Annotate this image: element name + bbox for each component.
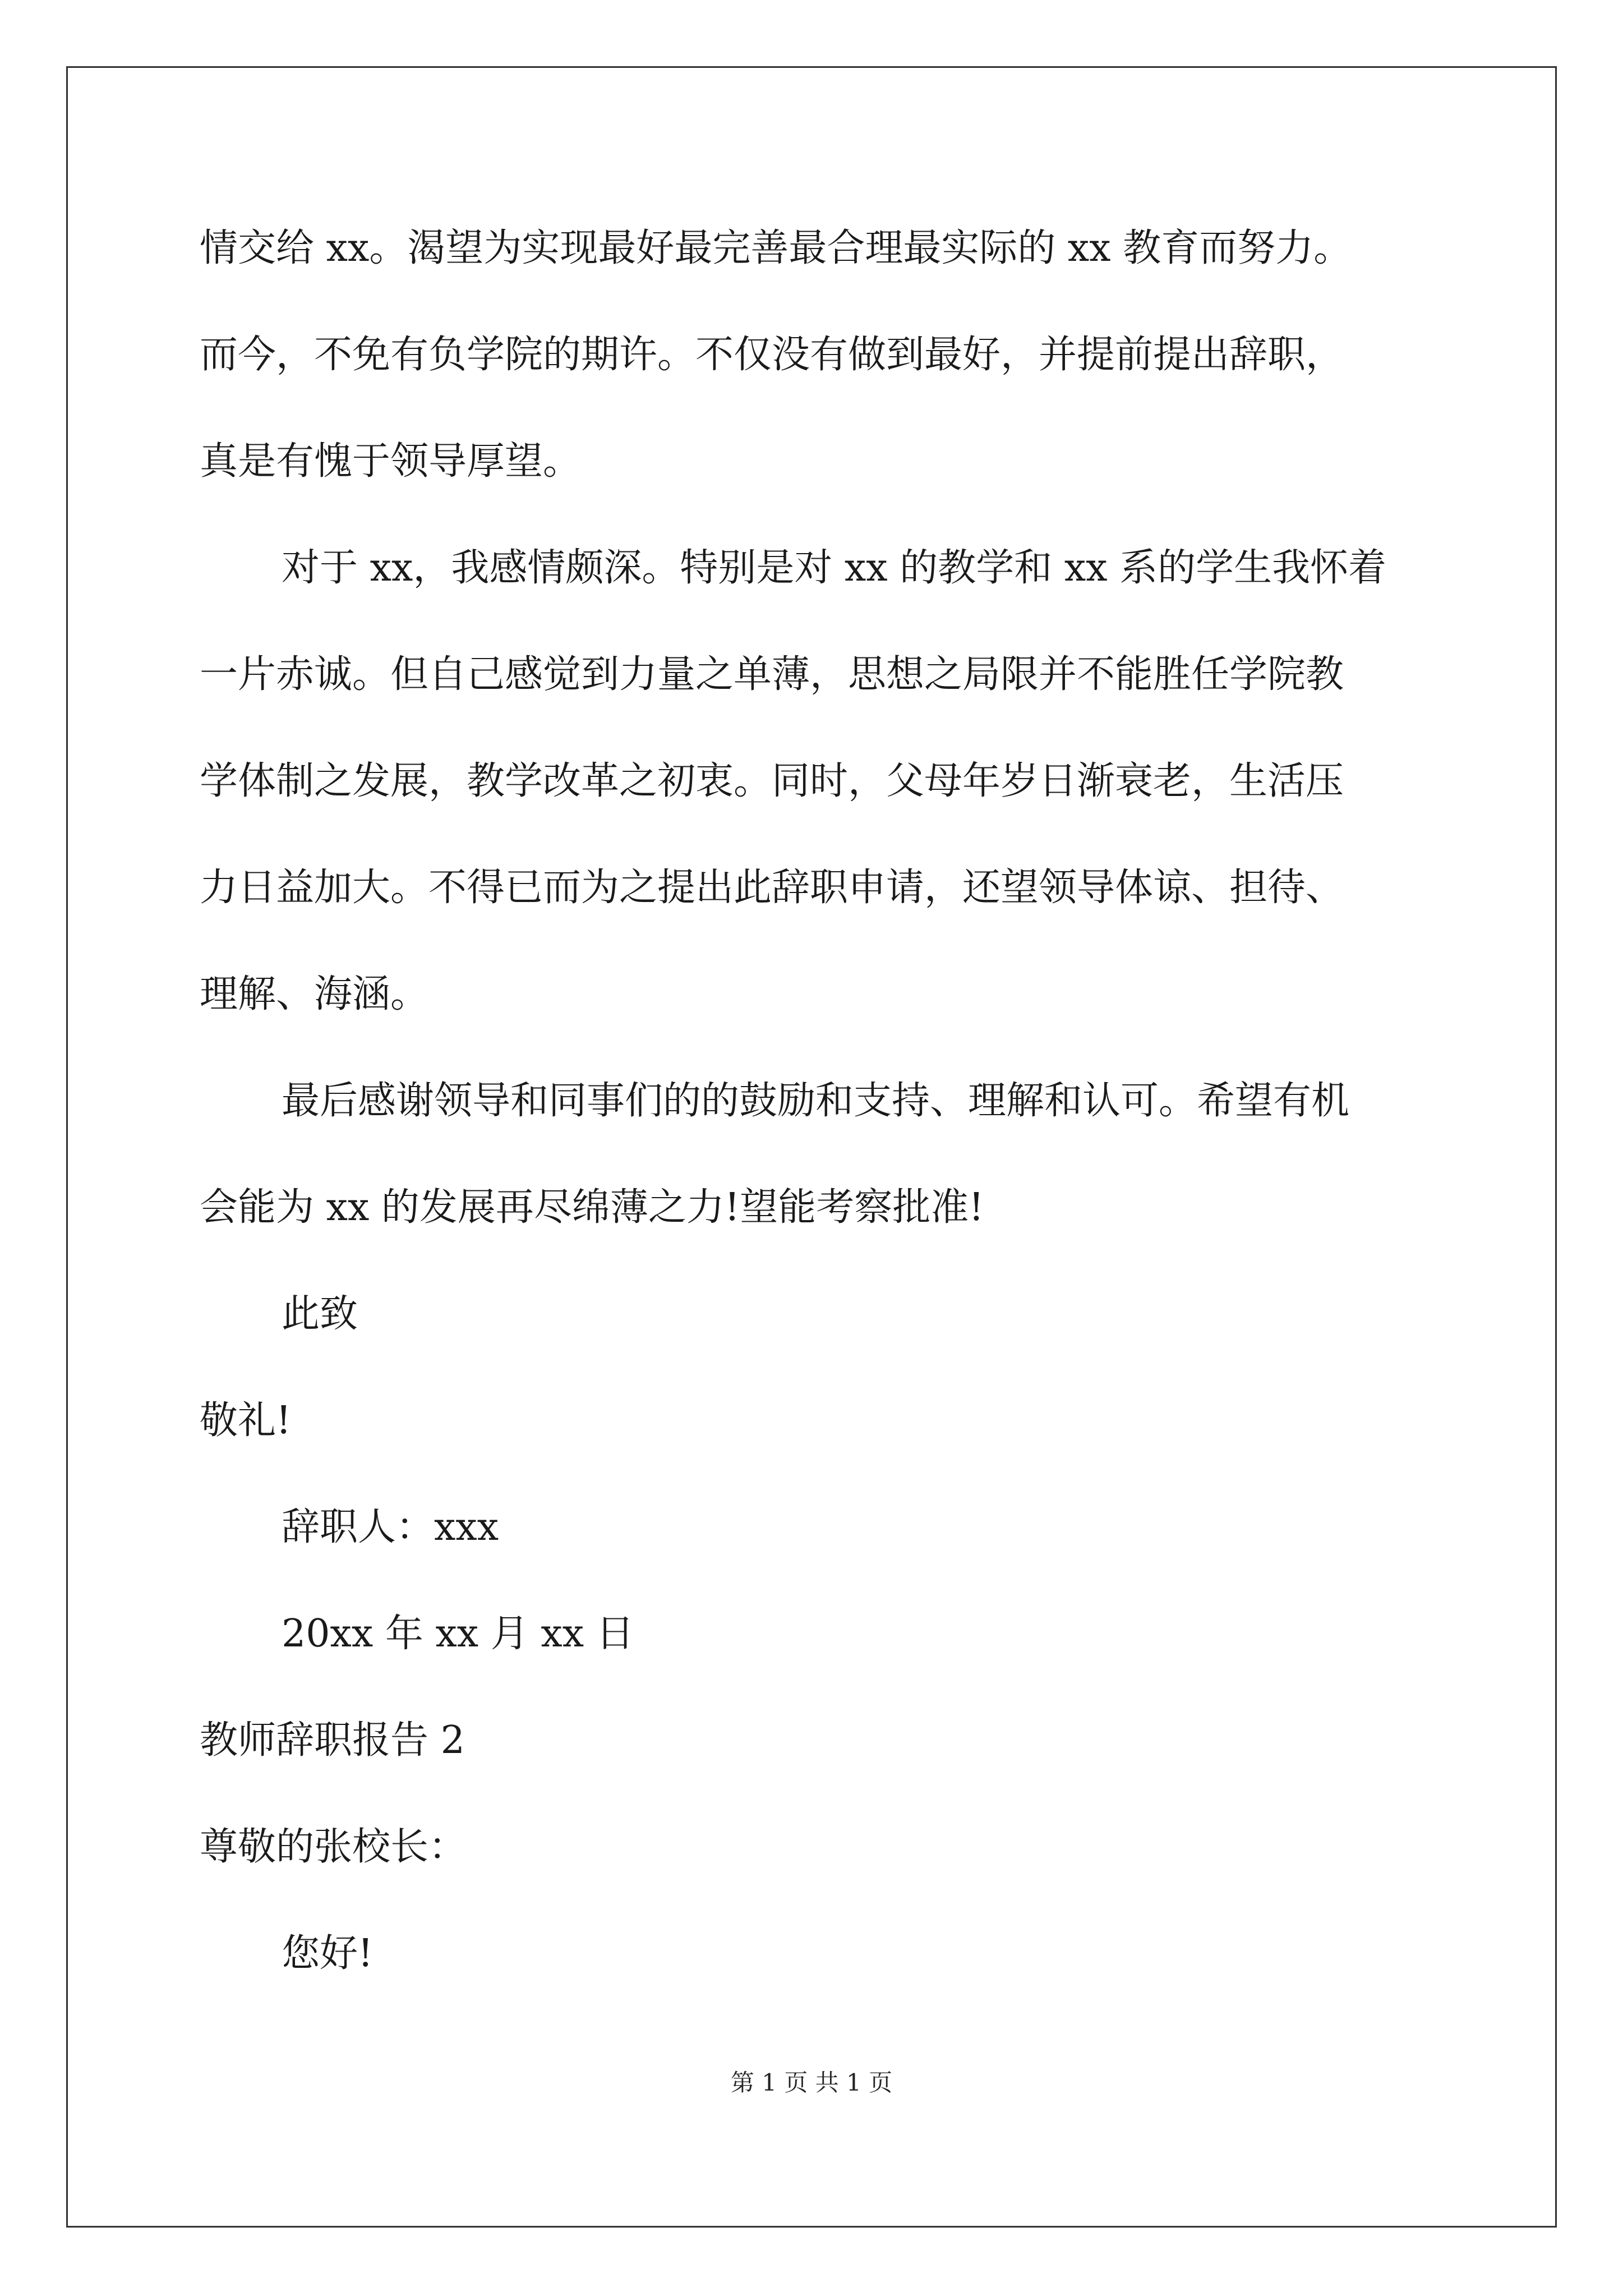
signature-line: 辞职人：xxx [282, 1505, 499, 1549]
greeting-recipient: 尊敬的张校长： [200, 1825, 467, 1869]
greeting: 您好! [282, 1931, 374, 1976]
section-title: 教师辞职报告 2 [200, 1718, 465, 1763]
closing-regards: 敬礼! [200, 1398, 292, 1443]
body-line: 而今，不免有负学院的期许。不仅没有做到最好，并提前提出辞职， [200, 333, 1344, 377]
body-line: 力日益加大。不得已而为之提出此辞职申请，还望领导体谅、担待、 [200, 866, 1344, 910]
body-line: 一片赤诚。但自己感觉到力量之单薄，思想之局限并不能胜任学院教 [200, 652, 1344, 697]
body-line: 学体制之发展，教学改革之初衷。同时，父母年岁日渐衰老，生活压 [200, 759, 1344, 803]
page-border [66, 66, 1557, 2228]
date-line: 20xx 年 xx 月 xx 日 [282, 1612, 634, 1656]
body-line: 理解、海涵。 [200, 972, 429, 1016]
closing-salutation: 此致 [282, 1292, 358, 1336]
body-line: 情交给 xx。渴望为实现最好最完善最合理最实际的 xx 教育而努力。 [200, 226, 1352, 270]
body-line: 真是有愧于领导厚望。 [200, 439, 582, 484]
body-line: 对于 xx，我感情颇深。特别是对 xx 的教学和 xx 系的学生我怀着 [282, 546, 1387, 590]
body-line: 最后感谢领导和同事们的的鼓励和支持、理解和认可。希望有机 [282, 1079, 1350, 1123]
body-line: 会能为 xx 的发展再尽绵薄之力!望能考察批准! [200, 1185, 984, 1230]
page-footer: 第 1 页 共 1 页 [730, 2069, 893, 2096]
